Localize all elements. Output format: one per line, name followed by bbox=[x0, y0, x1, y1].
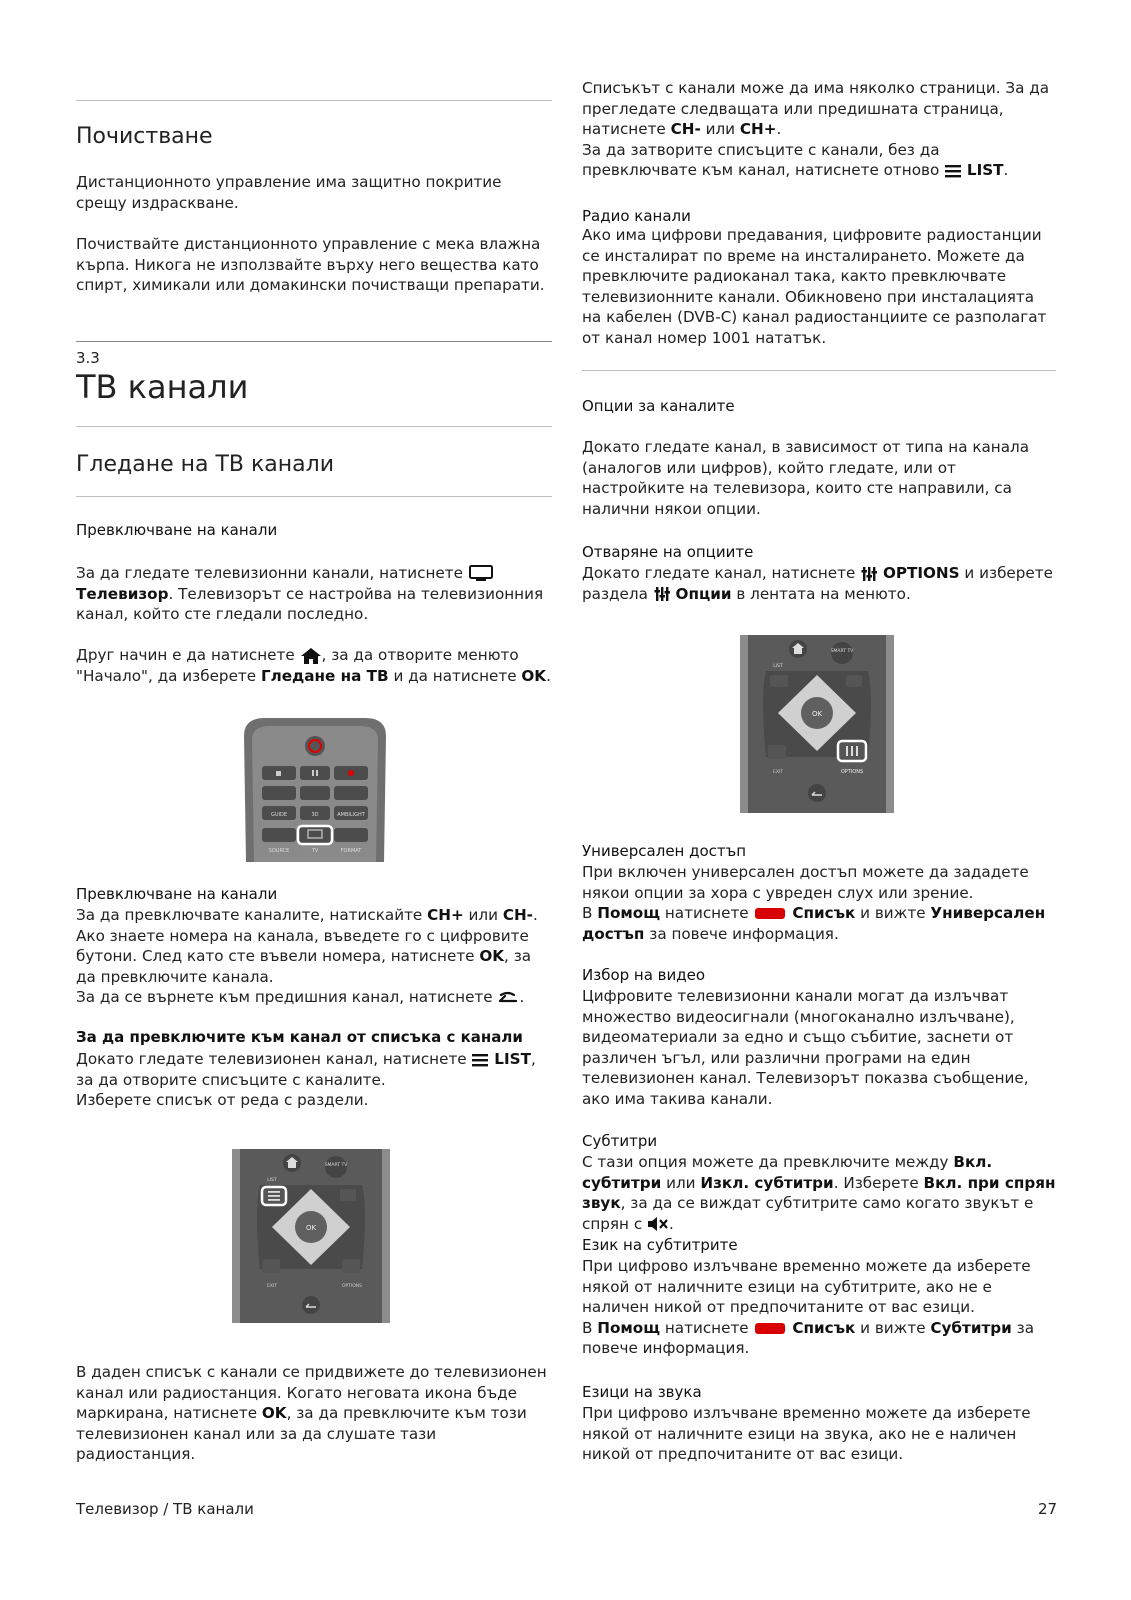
footer-breadcrumb: Телевизор / ТВ канали bbox=[76, 1500, 254, 1518]
remote3-ok-label: OK bbox=[811, 710, 823, 718]
remote1-ambilight-label: AMBILIGHT bbox=[337, 812, 365, 818]
remote1-tv-label: TV bbox=[311, 848, 319, 854]
open-options-p: Докато гледате канал, натиснете OPTIONS и изберете раздела Опции в лентата на менюто. bbox=[582, 564, 1053, 603]
remote3-options-label: OPTIONS bbox=[840, 769, 864, 775]
radio-p: Ако има цифрови предавания, цифровите радиостанции се инсталират по време на инсталирането. Можете да превключите радиоканал така, както превключвате телевизионните канали. Обикновено при инсталацията на кабелен (DVB-C) канал радиостанциите се разполагат от канал номер 1001 нататък. bbox=[582, 226, 1047, 347]
section-number: 3.3 bbox=[76, 349, 100, 367]
remote-image-options bbox=[740, 635, 894, 813]
remote1-source-label: SOURCE bbox=[268, 848, 290, 854]
ua-heading: Универсален достъп bbox=[582, 842, 747, 860]
list-heading: За да превключите към канал от списъка с канали bbox=[76, 1028, 523, 1046]
cleaning-p2: Почиствайте дистанционното управление с мека влажна кърпа. Никога не използвайте върху него вещества като спирт, химикали или домакински почистващи препарати. bbox=[76, 235, 545, 294]
audio-p: При цифрово излъчване временно можете да изберете някой от наличните езици на звука, ако не е наличен никой от предпочитаните от вас езици. bbox=[582, 1404, 1031, 1463]
watch-heading: Гледане на ТВ канали bbox=[76, 452, 334, 477]
ua-p: При включен универсален достъп можете да зададете някои опции за хора с увреден слух или зрение. В Помощ натиснете Списък и вижте Универсален достъп за повече информация. bbox=[582, 863, 1046, 943]
subs-heading: Субтитри bbox=[582, 1132, 658, 1150]
cleaning-heading: Почистване bbox=[76, 124, 213, 149]
home-icon bbox=[300, 647, 322, 665]
list-icon-2 bbox=[944, 164, 962, 178]
video-heading: Избор на видео bbox=[582, 966, 706, 984]
options-rule bbox=[582, 370, 1056, 371]
sublang-p: При цифрово излъчване временно можете да изберете някой от наличните езици на субтитрите, ако не е наличен никой от предпочитаните от вас езици. В Помощ натиснете Списък и вижте Субтитри за повече информация. bbox=[582, 1257, 1035, 1357]
list-icon bbox=[471, 1053, 489, 1067]
subs-p: С тази опция можете да превключите между Вкл. субтитри или Изкл. субтитри. Изберете Вкл. при спрян звук, за да се виждат субтитрите само когато звукът е спрян с . bbox=[582, 1153, 1056, 1233]
options-icon bbox=[860, 566, 878, 582]
remote3-list-label: LIST bbox=[773, 664, 783, 669]
options-heading: Опции за каналите bbox=[582, 397, 735, 415]
list-p: Докато гледате телевизионен канал, натиснете LIST, за да отворите списъците с каналите. Изберете списък от реда с раздели. bbox=[76, 1050, 536, 1109]
options-p: Докато гледате канал, в зависимост от типа на канала (аналогов или цифров), който гледате, или от настройките на телевизора, които сте направили, са налични някои опции. bbox=[582, 438, 1030, 518]
video-p: Цифровите телевизионни канали могат да излъчват множество видеосигнали (многоканално излъчване), видеоматериали за едно и също събитие, заснети от различен ъгъл, или различни програми на един телевизионен канал. Телевизорът показва съобщение, ако има такива канали. bbox=[582, 987, 1029, 1108]
switch-heading: Превключване на канали bbox=[76, 521, 278, 539]
remote2-smarttv-label: SMART TV bbox=[324, 1163, 348, 1168]
red-key-icon-2 bbox=[755, 1323, 785, 1334]
remote2-ok-label: OK bbox=[305, 1224, 317, 1232]
remote2-options-label: OPTIONS bbox=[341, 1284, 363, 1289]
section-title: ТВ канали bbox=[76, 368, 249, 406]
mute-icon bbox=[647, 1216, 669, 1232]
open-options-heading: Отваряне на опциите bbox=[582, 543, 754, 561]
remote-drawing-1 bbox=[240, 716, 390, 862]
audio-heading: Езици на звука bbox=[582, 1383, 702, 1401]
back-icon bbox=[497, 990, 519, 1006]
top-rule-left bbox=[76, 100, 552, 101]
remote-drawing-2 bbox=[232, 1149, 390, 1323]
right-top-p: Списъкът с канали може да има няколко страници. За да прегледате следващата или предишната страница, натиснете CH- или CH+. За да затворите списъците с канали, без да превключвате към канал, натиснете отново LIST. bbox=[582, 79, 1050, 179]
switch2-heading: Превключване на канали bbox=[76, 885, 278, 903]
remote-image-list bbox=[232, 1149, 390, 1323]
remote-image-top bbox=[240, 716, 390, 862]
remote2-list-label: LIST bbox=[267, 1178, 277, 1183]
section-rule bbox=[76, 341, 552, 342]
remote-drawing-3 bbox=[740, 635, 894, 813]
cleaning-p1: Дистанционното управление има защитно покритие срещу издраскване. bbox=[76, 173, 502, 212]
switch-p2: Друг начин е да натиснете , за да отворите менюто "Начало", да изберете Гледане на ТВ и да натиснете OK. bbox=[76, 646, 551, 685]
watch-rule-2 bbox=[76, 496, 552, 497]
remote2-exit-label: EXIT bbox=[266, 1284, 278, 1289]
remote3-exit-label: EXIT bbox=[772, 770, 784, 775]
tv-icon bbox=[468, 565, 494, 583]
remote3-smarttv-label: SMART TV bbox=[830, 649, 854, 654]
page-number: 27 bbox=[1038, 1500, 1058, 1518]
bottom-left-p: В даден списък с канали се придвижете до телевизионен канал или радиостанция. Когато неговата икона бъде маркирана, натиснете OK, за да превключите към този телевизионен канал или за да слушате тази радиостанция. bbox=[76, 1363, 547, 1463]
watch-rule bbox=[76, 426, 552, 427]
sublang-heading: Език на субтитрите bbox=[582, 1236, 738, 1254]
red-key-icon bbox=[755, 908, 785, 919]
switch-p1: За да гледате телевизионни канали, натиснете Телевизор. Телевизорът се настройва на телевизионния канал, който сте гледали последно. bbox=[76, 564, 544, 623]
remote1-3d-label: 3D bbox=[311, 812, 319, 818]
radio-heading: Радио канали bbox=[582, 207, 691, 225]
remote1-guide-label: GUIDE bbox=[270, 812, 288, 818]
remote1-format-label: FORMAT bbox=[340, 848, 362, 854]
switch2-p: За да превключвате каналите, натискайте CH+ или CH-. Ако знаете номера на канала, въведете го с цифровите бутони. След като сте въвели номера, натиснете OK, за да превключите канала. За да се върнете към предишния канал, натиснете . bbox=[76, 906, 538, 1006]
options-icon-2 bbox=[653, 586, 671, 602]
